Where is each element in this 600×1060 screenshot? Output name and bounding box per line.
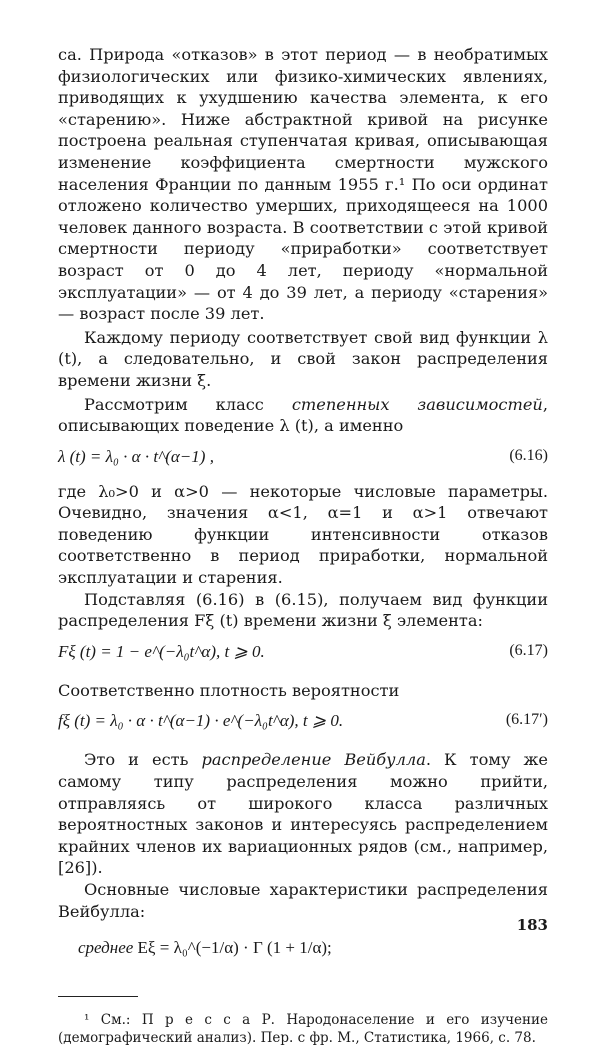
paragraph-8: Основные числовые характеристики распределения Вейбулла: (58, 880, 548, 921)
formula-6-16-number: (6.16) (509, 446, 548, 464)
paragraph-5: Подставляя (6.16) в (6.15), получаем вид функции распределения Fξ (t) времени жизни ξ элемента: (58, 589, 548, 631)
formula-mean (78, 922, 548, 972)
paragraph-3-emphasis: степенных зависимостей (291, 394, 543, 414)
paragraph-7 (58, 749, 548, 879)
formula-6-17-expression: Fξ (t) = 1 − e^(−λ₀t^α), t ⩾ 0. (58, 641, 265, 661)
formula-mean-expression (78, 938, 332, 958)
footnote-rule (58, 996, 138, 997)
paragraph-4: где λ₀>0 и α>0 — некоторые числовые параметры. Очевидно, значения α<1, α=1 и α>1 отвечают поведению функции интенсивности отказов соответственно в период приработки, нормальной эксплуатации и старения. (58, 481, 548, 588)
footnote: ¹ См.: П р е с с а Р. Народонаселение и его изучение (демографический анализ). Пер. с фр. М., Статистика, 1966, с. 78. (58, 1011, 548, 1046)
paragraph-6: Соответственно плотность вероятности (58, 680, 400, 700)
formula-6-17-number: (6.17) (509, 641, 548, 659)
formula-mean-label: среднее (78, 938, 134, 958)
paragraph-7-text-b: . К тому же самому типу распределения можно прийти, отправляясь от широкого класса различных вероятностных законов и интересуясь распределением крайних членов их вариационных рядов (см., например, [26]). (58, 750, 549, 878)
formula-6-16 (58, 437, 548, 479)
formula-6-17-prime-number: (6.17′) (505, 711, 548, 729)
page-body (58, 44, 548, 1060)
paragraph-3 (58, 394, 548, 437)
formula-mean-body: Eξ = λ₀^(−1/α) · Γ (1 + 1/α); (137, 938, 332, 958)
paragraph-3-text-a: Рассмотрим класс (84, 394, 292, 414)
paragraph-7-emphasis: распределение Вейбулла (201, 750, 426, 770)
formula-6-17-prime (58, 701, 548, 743)
paragraph-7-text-a: Это и есть (84, 750, 202, 770)
paragraph-1: ca. Природа «отказов» в этот период — в необратимых физиологических или физико-химических явлениях, приводящих к ухудшению качества элемента, к его «старению». Ниже абстрактной кривой на рисунке построена реальная ступенчатая кривая, описывающая изменение коэффициента смертности мужского населения Франции по данным 1955 г.¹ По оси ординат отложено количество умерших, приходящееся на 1000 человек данного возраста. В соответствии с этой кривой смертности периоду «приработки» соответствует возраст от 0 до 4 лет, периоду «нормальной эксплуатации» — от 4 до 39 лет, а периоду «старения» — возраст после 39 лет. (58, 45, 548, 324)
page-number: 183 (516, 916, 548, 934)
formula-6-16-expression: λ (t) = λ₀ · α · t^(α−1) , (58, 446, 214, 466)
formula-6-17-prime-expression: fξ (t) = λ₀ · α · t^(α−1) · e^(−λ₀t^α), t ⩾ 0. (58, 711, 344, 731)
formula-6-17 (58, 632, 548, 674)
paragraph-3-text-b: , описывающих поведение λ (t), а именно (58, 394, 548, 436)
paragraph-2: Каждому периоду соответствует свой вид функции λ (t), а следовательно, и свой закон распределения времени жизни ξ. (58, 327, 548, 390)
